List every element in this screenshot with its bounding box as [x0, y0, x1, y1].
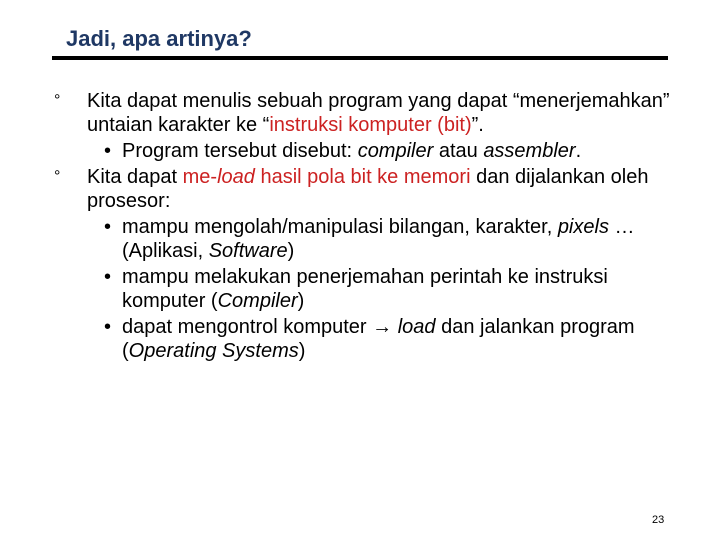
bullet-write-translator — [50, 89, 690, 137]
dot-bullet-icon: • — [104, 140, 112, 162]
subbullet-translate — [50, 265, 690, 313]
bullet-text: ) — [287, 240, 295, 262]
subbullet-manipulate — [50, 215, 690, 263]
bullet-load-bits — [50, 165, 690, 213]
subbullet-control — [50, 315, 690, 363]
subbullet-compiler — [50, 139, 690, 163]
bullet-text: Program tersebut disebut: — [122, 140, 358, 162]
highlight-italic-text: load — [217, 166, 255, 188]
bullet-text: ”. — [471, 114, 484, 136]
bullet-text: … (Aplikasi, — [122, 216, 635, 262]
italic-text: pixels — [557, 216, 609, 238]
dot-bullet-icon: • — [104, 216, 112, 238]
highlight-text: instruksi komputer (bit) — [269, 114, 472, 136]
italic-text: load — [397, 316, 436, 338]
right-arrow-icon: → — [372, 316, 393, 338]
bullet-text: atau — [433, 140, 484, 162]
bullet-text: Kita dapat menulis sebuah program yang dapat “menerjemahkan” untaian karakter ke “ — [87, 90, 670, 136]
bullet-text: dan jalankan program ( — [122, 316, 635, 362]
italic-text: Software — [208, 240, 288, 262]
title-underline — [52, 56, 668, 60]
bullet-text: . — [575, 140, 582, 162]
degree-bullet-icon: ° — [54, 92, 61, 109]
highlight-text: hasil pola bit ke memori — [254, 166, 471, 188]
page-number: 23 — [652, 514, 665, 526]
italic-text: Compiler — [217, 290, 298, 312]
bullet-text: dapat mengontrol komputer — [122, 316, 373, 338]
italic-text: compiler — [357, 140, 434, 162]
bullet-text: ) — [297, 290, 305, 312]
dot-bullet-icon: • — [104, 316, 112, 338]
bullet-text: ) — [298, 340, 306, 362]
highlight-text: me- — [182, 166, 218, 188]
slide-body — [50, 89, 690, 365]
slide-title: Jadi, apa artinya? — [66, 26, 252, 51]
dot-bullet-icon: • — [104, 266, 112, 288]
bullet-text: mampu mengolah/manipulasi bilangan, karakter, — [122, 216, 558, 238]
italic-text: assembler — [483, 140, 576, 162]
bullet-text: mampu melakukan penerjemahan perintah ke instruksi komputer ( — [122, 266, 608, 312]
bullet-text: dan dijalankan oleh prosesor: — [87, 166, 649, 212]
degree-bullet-icon: ° — [54, 168, 61, 185]
bullet-text: Kita dapat — [87, 166, 183, 188]
italic-text: Operating Systems — [128, 340, 299, 362]
